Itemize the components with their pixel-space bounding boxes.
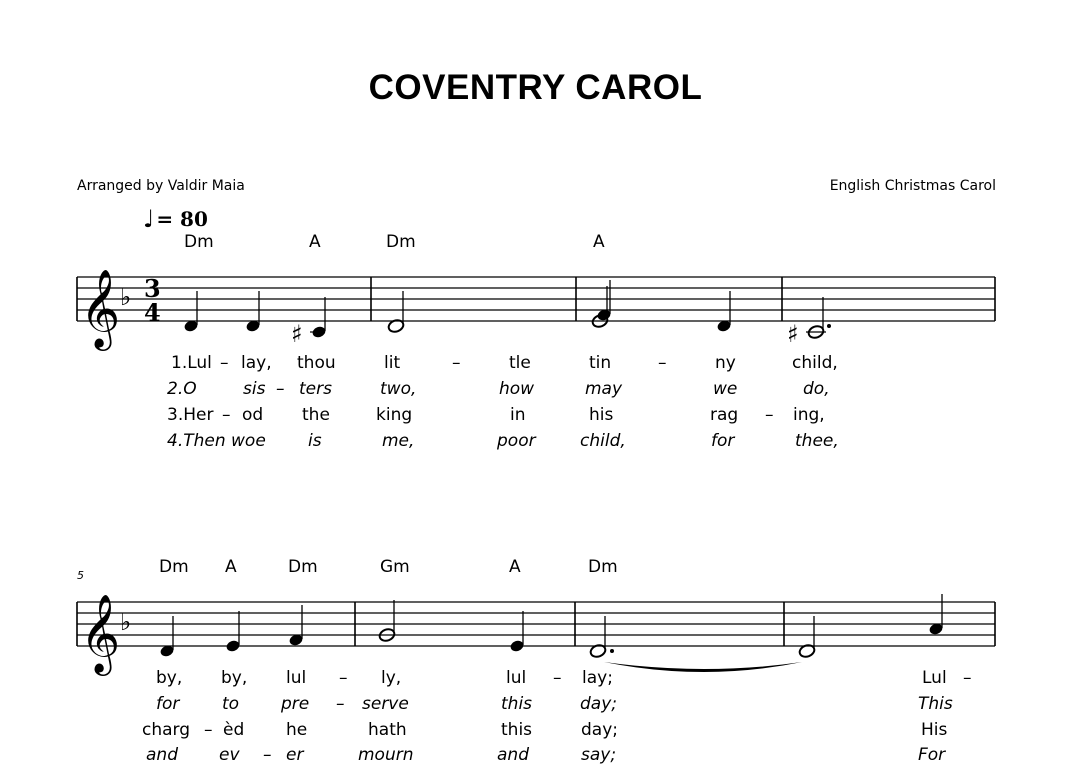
quarter-note-icon: ♩ — [143, 205, 155, 233]
lyric-syllable: child, — [580, 431, 626, 451]
lyric-syllable: thee, — [795, 431, 839, 451]
lyric-syllable: me, — [382, 431, 415, 451]
dotted-half-d4 — [589, 616, 614, 659]
lyric-hyphen: – — [222, 405, 231, 425]
note-e4 — [509, 611, 525, 653]
lyric-hyphen: – — [553, 668, 562, 688]
lyric-syllable: pre — [281, 694, 310, 714]
lyric-hyphen: – — [204, 720, 213, 740]
chord-symbol: A — [225, 557, 237, 577]
lyric-syllable: lay, — [241, 353, 272, 373]
lyric-syllable: lit — [384, 353, 401, 373]
lyric-syllable: ev — [219, 745, 240, 765]
origin-credit: English Christmas Carol — [829, 178, 996, 194]
staff-system-1 — [77, 277, 995, 321]
measure-number: 5 — [77, 569, 84, 582]
lyric-syllable: tin — [589, 353, 612, 373]
lyric-syllable: we — [713, 379, 738, 399]
lyric-syllable: His — [921, 720, 948, 740]
treble-clef-icon: 𝄞 — [80, 594, 121, 673]
lyric-syllable: èd — [223, 720, 245, 740]
lyric-syllable: For — [918, 745, 946, 765]
chord-symbol: A — [509, 557, 521, 577]
lyric-syllable: for — [711, 431, 735, 451]
lyric-hyphen: – — [276, 379, 285, 399]
half-note-g4 — [378, 600, 396, 643]
lyric-syllable: tle — [509, 353, 531, 373]
lyric-syllable: day; — [581, 720, 618, 740]
notes-system-1 — [183, 280, 831, 348]
time-signature-top: 3 — [144, 274, 161, 303]
lyric-syllable: his — [589, 405, 614, 425]
lyric-syllable: and — [497, 745, 529, 765]
chord-symbol: Dm — [588, 557, 618, 577]
chord-symbol: A — [309, 232, 321, 252]
lyric-syllable: say; — [581, 745, 617, 765]
lyric-syllable: rag — [710, 405, 739, 425]
sharp-icon: ♯ — [787, 320, 799, 348]
lyric-syllable: how — [499, 379, 535, 399]
lyric-syllable: may — [585, 379, 623, 399]
lyric-syllable: and — [146, 745, 178, 765]
lyric-syllable: lul — [286, 668, 307, 688]
note-f4 — [288, 605, 304, 647]
note-a4 — [928, 594, 944, 636]
chord-symbol: Gm — [380, 557, 410, 577]
lyric-hyphen: – — [963, 668, 972, 688]
lyric-syllable: for — [156, 694, 180, 714]
lyric-syllable: to — [222, 694, 240, 714]
lyric-syllable: 4.Then woe — [167, 431, 266, 451]
chord-symbol: Dm — [184, 232, 214, 252]
lyric-syllable: serve — [362, 694, 409, 714]
lyric-syllable: lul — [506, 668, 527, 688]
lyric-syllable: er — [286, 745, 304, 765]
lyric-syllable: do, — [803, 379, 830, 399]
lyric-hyphen: – — [263, 745, 272, 765]
lyric-syllable: 3.Her — [167, 405, 214, 425]
lyric-hyphen: – — [220, 353, 229, 373]
lyric-syllable: ny — [715, 353, 736, 373]
sharp-icon: ♯ — [291, 320, 303, 348]
lyric-syllable: ters — [299, 379, 332, 399]
note-d4 — [183, 291, 199, 333]
lyric-syllable: this — [501, 720, 533, 740]
staff-system-2 — [77, 602, 995, 646]
tie — [604, 662, 802, 672]
notes-system-2 — [159, 594, 944, 672]
lyric-syllable: lay; — [582, 668, 613, 688]
lyric-hyphen: – — [336, 694, 345, 714]
lyric-syllable: od — [242, 405, 264, 425]
lyric-syllable: This — [918, 694, 953, 714]
lyric-syllable: day; — [580, 694, 617, 714]
chord-symbol: Dm — [386, 232, 416, 252]
lyric-hyphen: – — [765, 405, 774, 425]
lyric-hyphen: – — [339, 668, 348, 688]
lyric-syllable: the — [302, 405, 330, 425]
lyric-syllable: ly, — [381, 668, 402, 688]
lyric-syllable: is — [308, 431, 322, 451]
lyric-syllable: ing, — [793, 405, 825, 425]
time-signature-bottom: 4 — [144, 298, 161, 327]
lyric-syllable: 1.Lul — [171, 353, 212, 373]
half-note-e4 — [591, 286, 609, 329]
lyric-syllable: Lul — [922, 668, 947, 688]
lyric-syllable: sis — [243, 379, 266, 399]
page-title: COVENTRY CAROL — [368, 68, 703, 107]
lyric-hyphen: – — [658, 353, 667, 373]
flat-key-signature: ♭ — [120, 608, 132, 636]
lyric-syllable: poor — [497, 431, 536, 451]
lyric-syllable: king — [376, 405, 413, 425]
lyric-syllable: he — [286, 720, 308, 740]
chord-symbol: Dm — [288, 557, 318, 577]
lyric-syllable: charg — [142, 720, 191, 740]
note-d4 — [159, 616, 175, 658]
note-d4 — [716, 291, 732, 333]
note-e4 — [225, 611, 241, 653]
arranger-credit: Arranged by Valdir Maia — [77, 178, 245, 194]
lyric-syllable: by, — [221, 668, 248, 688]
lyric-syllable: by, — [156, 668, 183, 688]
lyric-syllable: two, — [380, 379, 417, 399]
lyric-syllable: thou — [297, 353, 336, 373]
lyric-syllable: this — [501, 694, 533, 714]
chord-symbol: A — [593, 232, 605, 252]
half-note-d4 — [387, 291, 405, 334]
lyric-syllable: 2.O — [167, 379, 197, 399]
tempo-value: = 80 — [156, 207, 208, 231]
lyric-syllable: hath — [368, 720, 407, 740]
treble-clef-icon: 𝄞 — [80, 269, 121, 348]
lyric-syllable: in — [510, 405, 526, 425]
note-d4 — [245, 291, 261, 333]
half-note-d4 — [798, 616, 816, 659]
note-c-sharp-4 — [291, 297, 327, 348]
chord-symbol: Dm — [159, 557, 189, 577]
dotted-half-c-sharp-4 — [787, 297, 831, 348]
flat-key-signature: ♭ — [120, 283, 132, 311]
lyric-syllable: child, — [792, 353, 838, 373]
lyric-hyphen: – — [452, 353, 461, 373]
lyric-syllable: mourn — [358, 745, 414, 765]
